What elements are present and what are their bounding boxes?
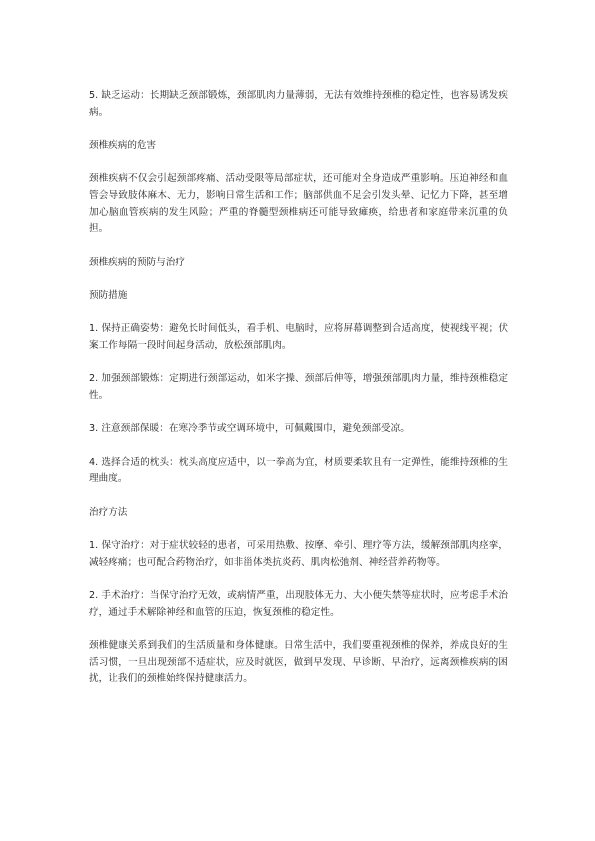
treatment-2-paragraph: 2. 手术治疗：当保守治疗无效，或病情严重，出现肢体无力、大小便失禁等症状时，应考虑手术治疗，通过手术解除神经和血管的压迫，恢复颈椎的稳定性。 (89, 589, 508, 618)
prevention-4-paragraph: 4. 选择合适的枕头：枕头高度应适中，以一拳高为宜，材质要柔软且有一定弹性，能维持颈椎的生理曲度。 (89, 456, 508, 485)
prevention-3-paragraph: 3. 注意颈部保暖：在寒冷季节或空调环境中，可佩戴围巾，避免颈部受凉。 (89, 423, 410, 435)
treatment-1-paragraph: 1. 保守治疗：对于症状较轻的患者，可采用热敷、按摩、牵引、理疗等方法，缓解颈部肌肉痉挛，减轻疼痛；也可配合药物治疗，如非甾体类抗炎药、肌肉松弛剂、神经营养药物等。 (89, 539, 508, 568)
treatment-methods-heading: 治疗方法 (89, 506, 128, 518)
prevention-2-paragraph: 2. 加强颈部锻炼：定期进行颈部运动，如米字操、颈部后伸等，增强颈部肌肉力量，维持颈椎稳定性。 (89, 373, 508, 401)
document-page (89, 88, 508, 705)
conclusion-paragraph: 颈椎健康关系到我们的生活质量和身体健康。日常生活中，我们要重视颈椎的保养，养成良好的生活习惯，一旦出现颈部不适症状，应及时就医，做到早发现、早诊断、早治疗，远离颈椎疾病的困扰，让我们的颈椎始终保持健康活力。 (89, 639, 508, 685)
harm-paragraph: 颈椎疾病不仅会引起颈部疼痛、活动受限等局部症状，还可能对全身造成严重影响。压迫神经和血管会导致肢体麻木、无力，影响日常生活和工作；脑部供血不足会引发头晕、记忆力下降，甚至增加心脑血管疾病的发生风险；严重的脊髓型颈椎病还可能导致瘫痪，给患者和家庭带来沉重的负担。 (89, 173, 508, 235)
harm-heading: 颈椎疾病的危害 (89, 140, 157, 151)
prevention-treatment-heading: 颈椎疾病的预防与治疗 (89, 256, 185, 268)
cause-5-paragraph: 5. 缺乏运动：长期缺乏颈部锻炼，颈部肌肉力量薄弱，无法有效维持颈椎的稳定性，也容易诱发疾病。 (89, 90, 508, 118)
prevention-measures-heading: 预防措施 (89, 290, 128, 301)
prevention-1-paragraph: 1. 保持正确姿势：避免长时间低头，看手机、电脑时，应将屏幕调整到合适高度，使视线平视；伏案工作每隔一段时间起身活动，放松颈部肌肉。 (89, 323, 508, 351)
